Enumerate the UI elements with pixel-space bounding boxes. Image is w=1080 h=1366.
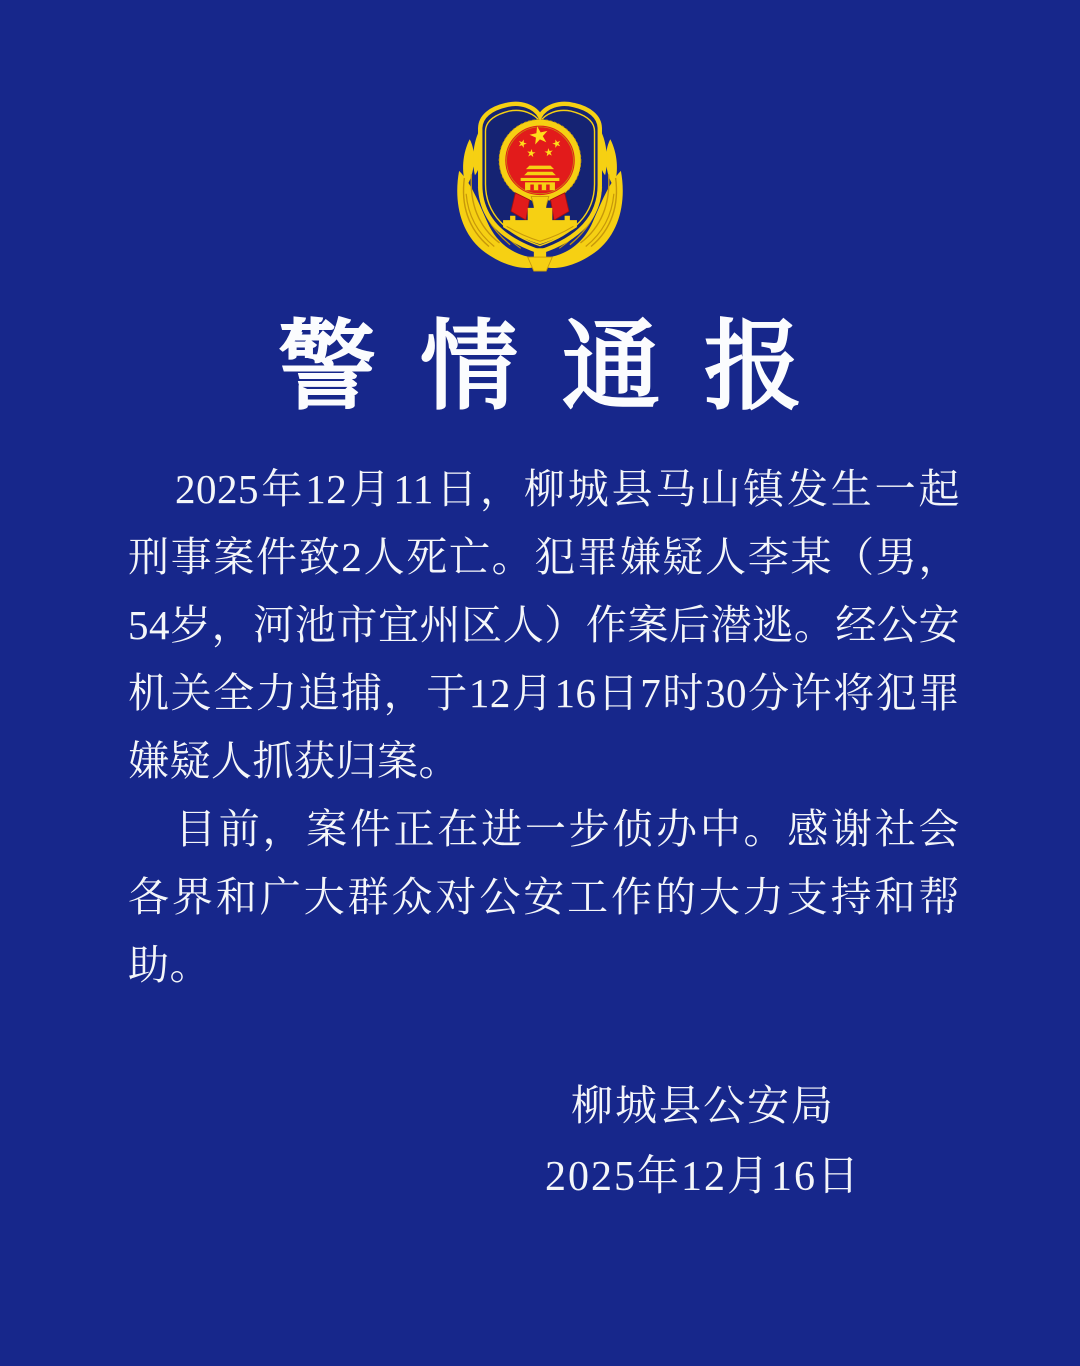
signature-agency: 柳城县公安局 [570,1084,835,1130]
signature-block [363,1072,1043,1212]
notice-title: 警情通报 [277,314,846,422]
notice-paragraph-2: 目前，案件正在进一步侦办中。感谢社会各界和广大群众对公安工作的大力支持和帮助。 [128,806,960,988]
notice-paragraph-1: 2025年12月11日，柳城县马山镇发生一起刑事案件致2人死亡。犯罪嫌疑人李某（男，54岁，河池市宜州区人）作案后潜逃。经公安机关全力追捕，于12月16日7时30分许将犯罪嫌疑人抓获归案。 [128,466,960,784]
police-badge-icon [452,90,628,272]
notice-body [128,455,960,999]
signature-date: 2025年12月16日 [544,1154,861,1200]
